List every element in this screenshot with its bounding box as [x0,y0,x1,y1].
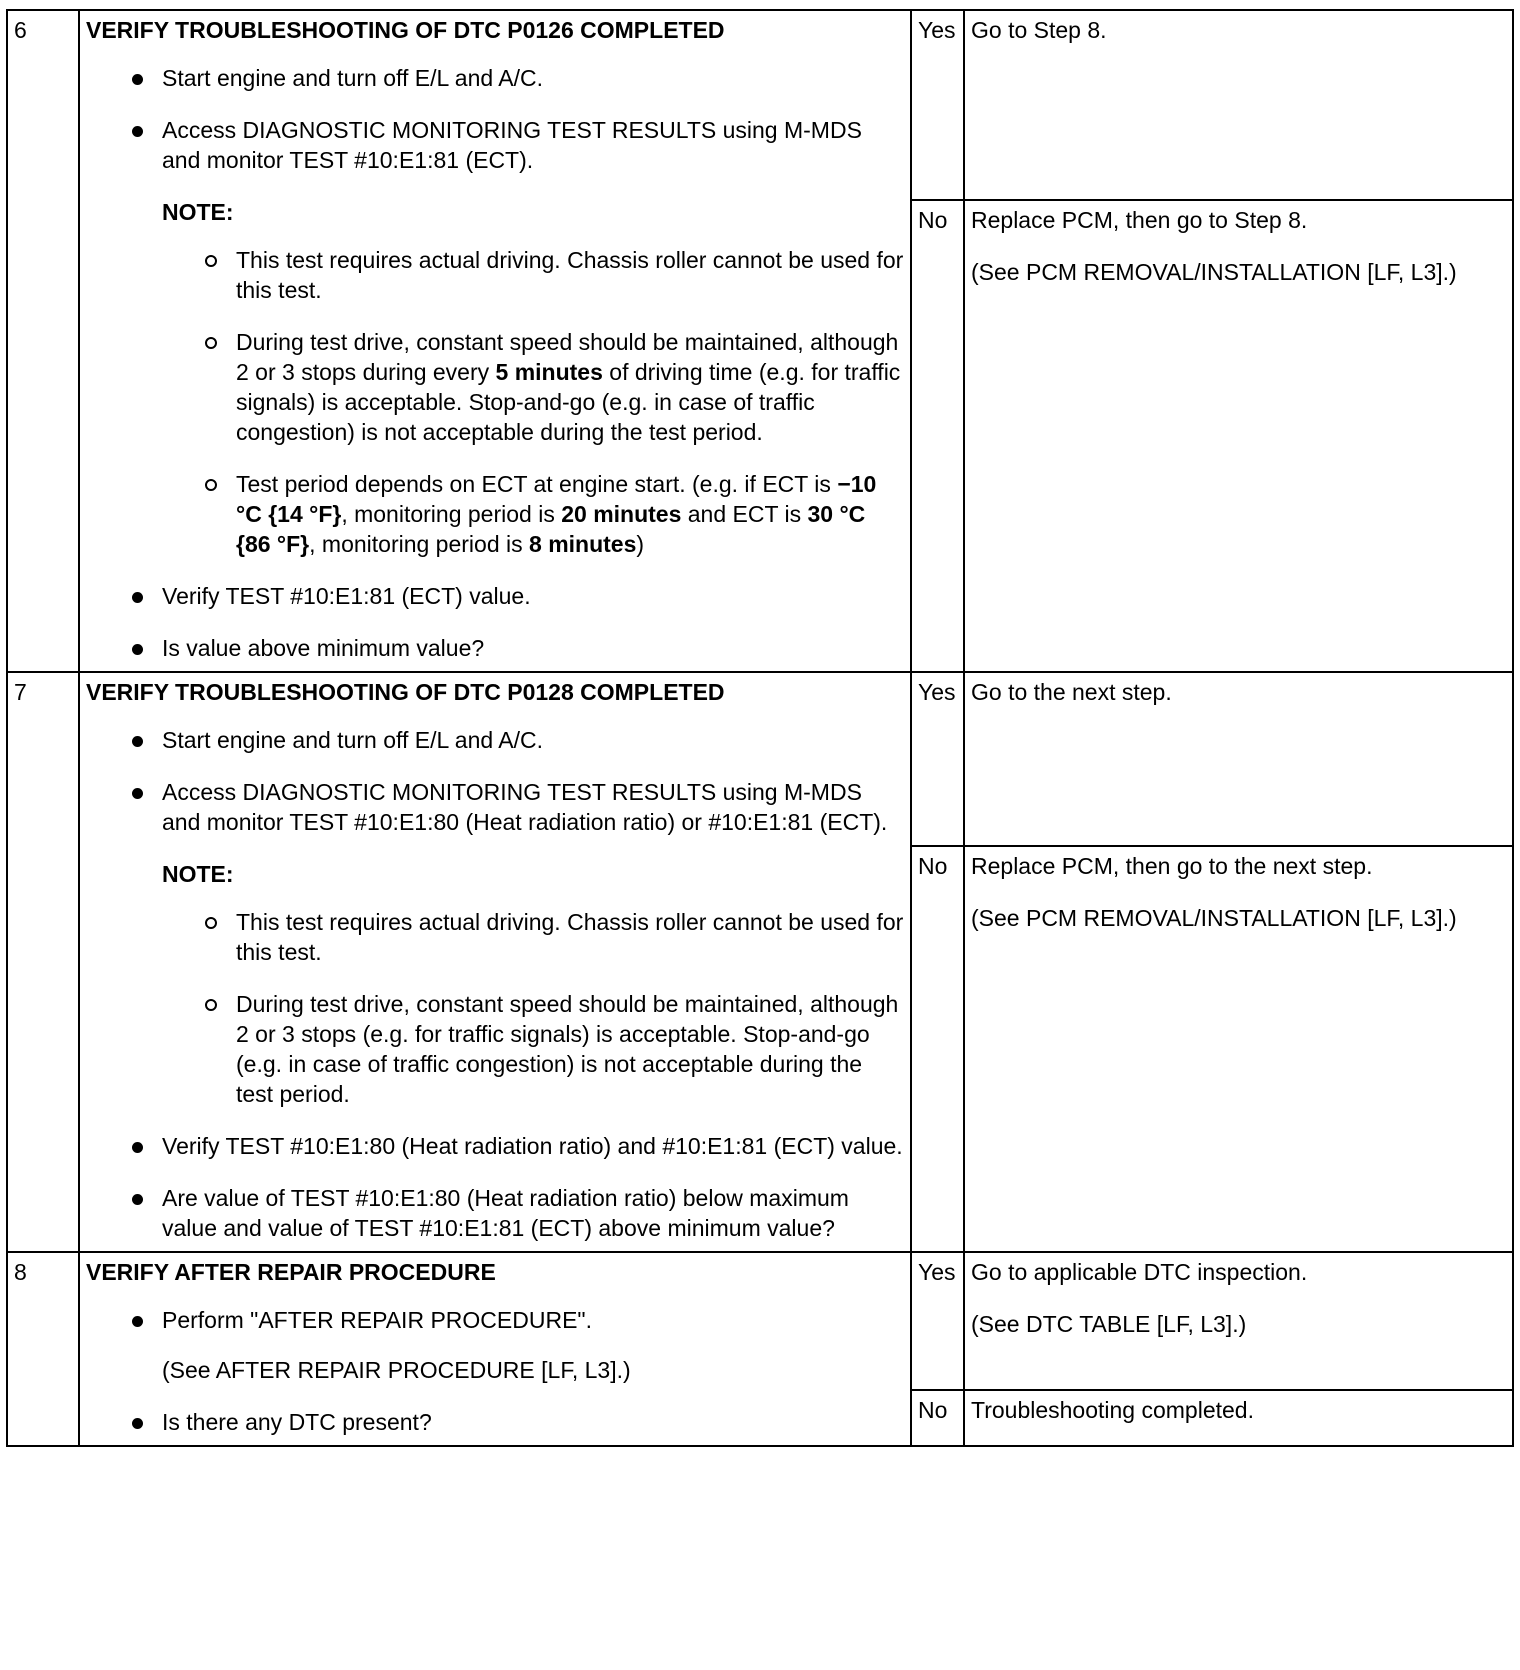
step-content [79,10,911,672]
list-item: Are value of TEST #10:E1:80 (Heat radiation ratio) below maximum value and value of TEST #10:E1:81 (ECT) above minimum value? [162,1183,904,1243]
yes-label: Yes [911,672,964,846]
yes-result [964,10,1513,200]
list-item: Start engine and turn off E/L and A/C. [162,725,904,755]
note-emphasis: 8 minutes [529,531,637,557]
list-item: Is value above minimum value? [162,633,904,663]
step-number: 6 [7,10,79,672]
list-item: Start engine and turn off E/L and A/C. [162,63,904,93]
no-label: No [911,1390,964,1446]
no-result [964,200,1513,672]
note-list [162,907,904,1109]
note-text: Test period depends on ECT at engine start. (e.g. if ECT is [236,471,838,497]
step-number: 7 [7,672,79,1252]
list-item: During test drive, constant speed should be maintained, although 2 or 3 stops (e.g. for traffic signals) is acceptable. Stop-and-go (e.g. in case of traffic congestion) is not acceptable during the test period. [236,989,904,1109]
list-item: This test requires actual driving. Chassis roller cannot be used for this test. [236,909,904,965]
table-row [7,672,1513,846]
yes-label: Yes [911,1252,964,1390]
result-reference: (See DTC TABLE [LF, L3].) [971,1311,1247,1337]
note-text: ) [636,531,645,557]
note-text: of driving time (e.g. for traffic signals) is acceptable. Stop-and-go (e.g. in case of traffic congestion) is not acceptable during the test period. [236,359,901,445]
diagnostic-procedure-table [6,9,1514,1447]
result-action: Replace PCM, then go to Step 8. [971,207,1308,233]
step-title: VERIFY AFTER REPAIR PROCEDURE [86,1259,496,1285]
step-content [79,672,911,1252]
instruction-text: Access DIAGNOSTIC MONITORING TEST RESULTS using M-MDS and monitor TEST #10:E1:80 (Heat radiation ratio) or #10:E1:81 (ECT). [162,779,888,835]
list-item [236,469,904,559]
list-item: Verify TEST #10:E1:81 (ECT) value. [162,581,904,611]
note-emphasis: 5 minutes [495,359,603,385]
list-item: This test requires actual driving. Chassis roller cannot be used for this test. [236,247,904,303]
note-emphasis: 30 °C {86 °F} [236,501,866,557]
result-reference: (See PCM REMOVAL/INSTALLATION [LF, L3].) [971,905,1457,931]
step-content [79,1252,911,1446]
result-action: Go to the next step. [971,679,1172,705]
yes-result [964,672,1513,846]
note-text: , monitoring period is [341,501,562,527]
note-emphasis: −10 °C {14 °F} [236,471,877,527]
list-item: (See AFTER REPAIR PROCEDURE [LF, L3].) [162,1357,631,1383]
note-text: and ECT is [681,501,808,527]
result-action: Go to applicable DTC inspection. [971,1259,1308,1285]
result-action: Go to Step 8. [971,17,1107,43]
note-label: NOTE: [162,861,234,887]
list-item [236,327,904,447]
step-number: 8 [7,1252,79,1446]
step-instructions [86,725,904,1243]
table-row [7,1252,1513,1390]
note-emphasis: 20 minutes [561,501,682,527]
list-item: Is there any DTC present? [162,1407,904,1437]
note-label: NOTE: [162,199,234,225]
step-instructions [86,1305,904,1437]
no-result [964,1390,1513,1446]
no-result [964,846,1513,1252]
list-item: Perform "AFTER REPAIR PROCEDURE". [162,1305,904,1335]
result-action: Troubleshooting completed. [971,1397,1254,1423]
no-label: No [911,846,964,1252]
yes-result [964,1252,1513,1390]
step-instructions [86,63,904,663]
list-item: Verify TEST #10:E1:80 (Heat radiation ratio) and #10:E1:81 (ECT) value. [162,1133,903,1159]
instruction-text: Access DIAGNOSTIC MONITORING TEST RESULTS using M-MDS and monitor TEST #10:E1:81 (ECT). [162,117,862,173]
list-item [162,777,904,1109]
step-title: VERIFY TROUBLESHOOTING OF DTC P0128 COMPLETED [86,679,725,705]
list-item [162,115,904,559]
note-text: During test drive, constant speed should be maintained, although 2 or 3 stops during every [236,329,899,385]
result-action: Replace PCM, then go to the next step. [971,853,1373,879]
step-title: VERIFY TROUBLESHOOTING OF DTC P0126 COMPLETED [86,17,725,43]
table-row [7,10,1513,200]
yes-label: Yes [911,10,964,200]
no-label: No [911,200,964,672]
note-list [162,245,904,559]
note-text: , monitoring period is [309,531,530,557]
result-reference: (See PCM REMOVAL/INSTALLATION [LF, L3].) [971,259,1457,285]
